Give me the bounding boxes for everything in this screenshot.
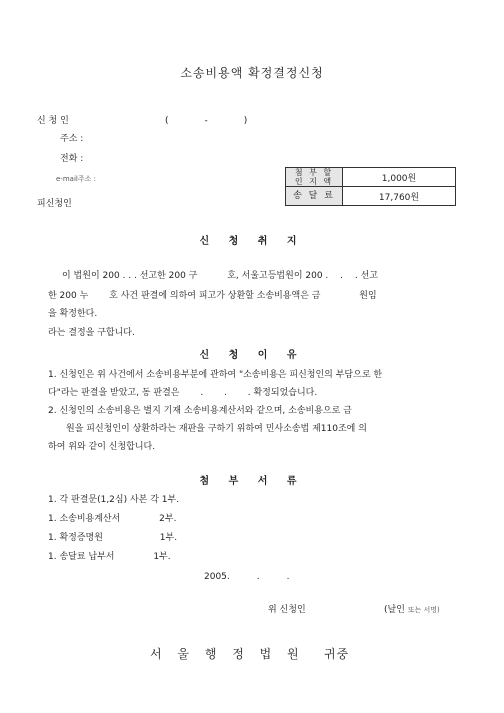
purpose-line-1: 이 법원이 200 . . . 선고한 200 구 호, 서울고등법원이 200 . . . 선고: [62, 271, 378, 281]
applicant-id-field: ( - ): [165, 116, 248, 126]
reasons-line-3: 2. 신청인의 소송비용은 별지 기재 소송비용계산서와 같으며, 소송비용으로 금: [48, 406, 352, 416]
document-title: 소송비용액 확정결정신청: [180, 66, 324, 80]
fee-table: [285, 167, 456, 206]
attachments-heading: 첨 부 서 류: [199, 476, 305, 487]
court-name: 서 울 행 정 법 원: [150, 647, 305, 661]
delivery-fee-label: 송 달 료: [286, 187, 343, 206]
stamp-fee-value: 1,000원: [343, 168, 456, 187]
attachment-item: 1. 송달료 납부서 1부.: [48, 552, 171, 562]
signature-label: 위 신청인: [268, 605, 306, 615]
attachment-item: 1. 소송비용계산서 2부.: [48, 514, 177, 524]
fee-row-delivery: [286, 187, 456, 206]
seal-note-small: 또는 서명): [407, 606, 440, 614]
attachment-item: 1. 확정증명원 1부.: [48, 533, 178, 543]
purpose-line-2: 한 200 누 호 사건 판결에 의하여 피고가 상환할 소송비용액은 금 원임: [48, 291, 377, 301]
purpose-line-4: 라는 결정을 구합니다.: [48, 328, 135, 338]
seal-note-main: (날인: [384, 605, 405, 615]
applicant-label: 신 청 인: [37, 116, 69, 126]
reasons-heading: 신 청 이 유: [199, 350, 305, 361]
purpose-heading: 신 청 취 지: [199, 236, 305, 247]
purpose-line-3: 을 확정한다.: [48, 309, 98, 319]
phone-label: 전화 :: [60, 154, 84, 164]
email-label: e-mail주소 :: [56, 175, 96, 183]
court-suffix: 귀중: [324, 647, 350, 661]
reasons-line-2: 다"라는 판결을 받았고, 동 판결은 . . . 확정되었습니다.: [48, 388, 318, 398]
delivery-fee-value: 17,760원: [343, 187, 456, 206]
stamp-fee-label: 첨 부 할 인 지 액: [286, 168, 343, 187]
address-label: 주소 :: [60, 134, 84, 144]
reasons-line-5: 하여 위와 같이 신청합니다.: [48, 442, 156, 452]
filing-date: 2005. . .: [204, 572, 290, 582]
seal-note: [384, 602, 440, 615]
reasons-line-1: 1. 신청인은 위 사건에서 소송비용부분에 관하여 "소송비용은 피신청인의 부담으로 한: [48, 370, 383, 380]
reasons-line-4: 원을 피신청인이 상환하라는 재판을 구하기 위하여 민사소송법 제110조에 의: [48, 424, 367, 434]
respondent-label: 피신청인: [37, 199, 72, 209]
fee-row-stamp: [286, 168, 456, 187]
attachment-item: 1. 각 판결문(1,2심) 사본 각 1부.: [48, 495, 180, 505]
